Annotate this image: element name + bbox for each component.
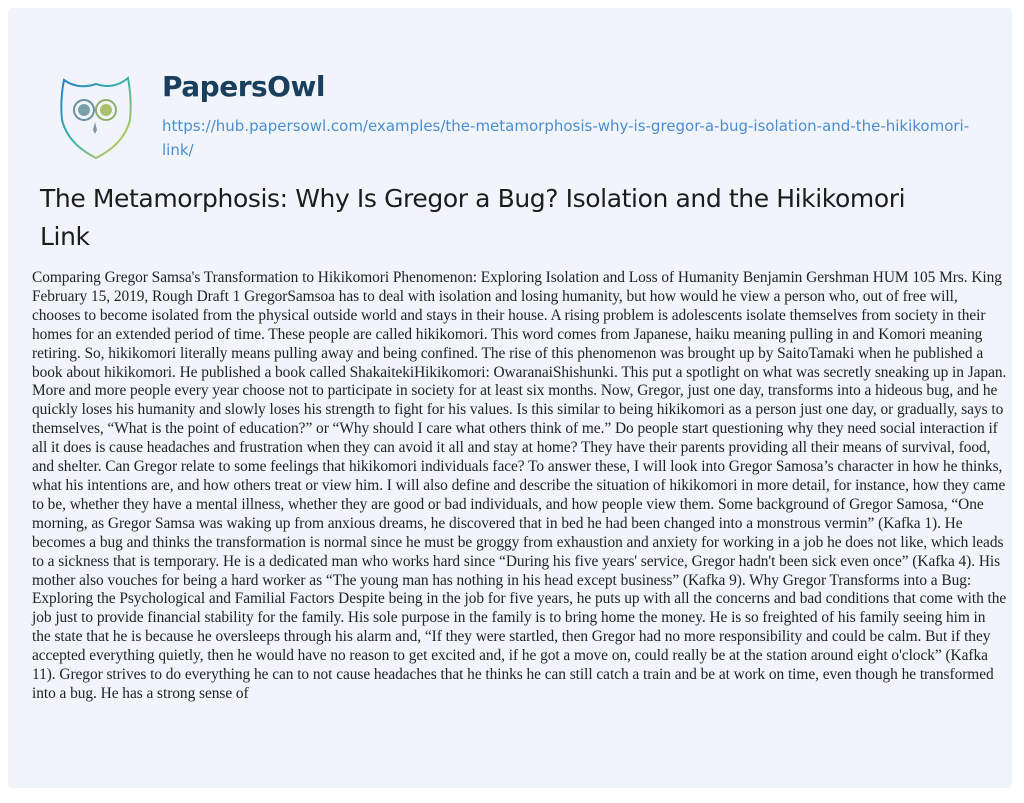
document-preview-card	[8, 8, 1012, 788]
brand-name: PapersOwl	[162, 70, 325, 103]
owl-logo-icon	[58, 70, 134, 160]
document-body: Comparing Gregor Samsa's Transformation to Hikikomori Phenomenon: Exploring Isolation and Loss of Humanity Benjamin Gershman HUM 105 Mrs. King February 15, 2019, Rough Draft 1 GregorSamsoa has to deal with isolation and losing humanity, but how would he view a person who, out of free will, chooses to become isolated from the physical outside world and stays in their house. A rising problem is adolescents isolate themselves from society in their homes for an extended period of time. These people are called hikikomori. This word comes from Japanese, haiku meaning pulling in and Komori meaning retiring. So, hikikomori literally means pulling away and being confined. The rise of this phenomenon was brought up by SaitoTamaki when he published a book about hikikomori. He published a book called ShakaitekiHikikomori: OwaranaiShishunki. This put a spotlight on what was secretly sneaking up in Japan. More and more people every year choose not to participate in society for at least six months. Now, Gregor, just one day, transforms into a hideous bug, and he quickly loses his humanity and slowly loses his strength to fight for his values. Is this similar to being hikikomori as a person just one day, or gradually, says to themselves, “What is the point of education?” or “Why should I care what others think of me.” Do people start questioning why they need social interaction if all it does is cause headaches and frustration when they can avoid it all and stay at home? They have their parents providing all their means of survival, food, and shelter. Can Gregor relate to some feelings that hikikomori individuals face? To answer these, I will look into Gregor Samosa’s character in how he thinks, what his intentions are, and how others treat or view him. I will also define and describe the situation of hikikomori in more detail, for instance, how they came to be, whether they have a mental illness, whether they are good or bad individuals, and how people view them. Some background of Gregor Samosa, “One morning, as Gregor Samsa was waking up from anxious dreams, he discovered that in bed he had been changed into a monstrous vermin” (Kafka 1). He becomes a bug and thinks the transformation is normal since he must be groggy from exhaustion and anxiety for working in a job he does not like, which leads to a sickness that is temporary. He is a dedicated man who works hard since “During his five years' service, Gregor hadn't been sick even once” (Kafka 4). His mother also vouches for being a hard worker as “The young man has nothing in his head except business” (Kafka 9). Why Gregor Transforms into a Bug: Exploring the Psychological and Familial Factors Despite being in the job for five years, he puts up with all the concerns and bad conditions that come with the job just to provide financial stability for the family. His sole purpose in the family is to bring home the money. He is so freighted of his family seeing him in the state that he is because he oversleeps through his alarm and, “If they were startled, then Gregor had no more responsibility and could be calm. But if they accepted everything quietly, then he would have no reason to get excited and, if he got a move on, could really be at the station around eight o'clock” (Kafka 11). Gregor strives to do everything he can to not cause headaches that he thinks he can still catch a train and be at work on time, even though he transformed into a bug. He has a strong sense of	[32, 269, 1007, 702]
source-url-link[interactable]: https://hub.papersowl.com/examples/the-metamorphosis-why-is-gregor-a-bug-isolation-and-the-hikikomori-link/	[162, 117, 970, 159]
document-title: The Metamorphosis: Why Is Gregor a Bug? Isolation and the Hikikomori Link	[40, 184, 906, 251]
